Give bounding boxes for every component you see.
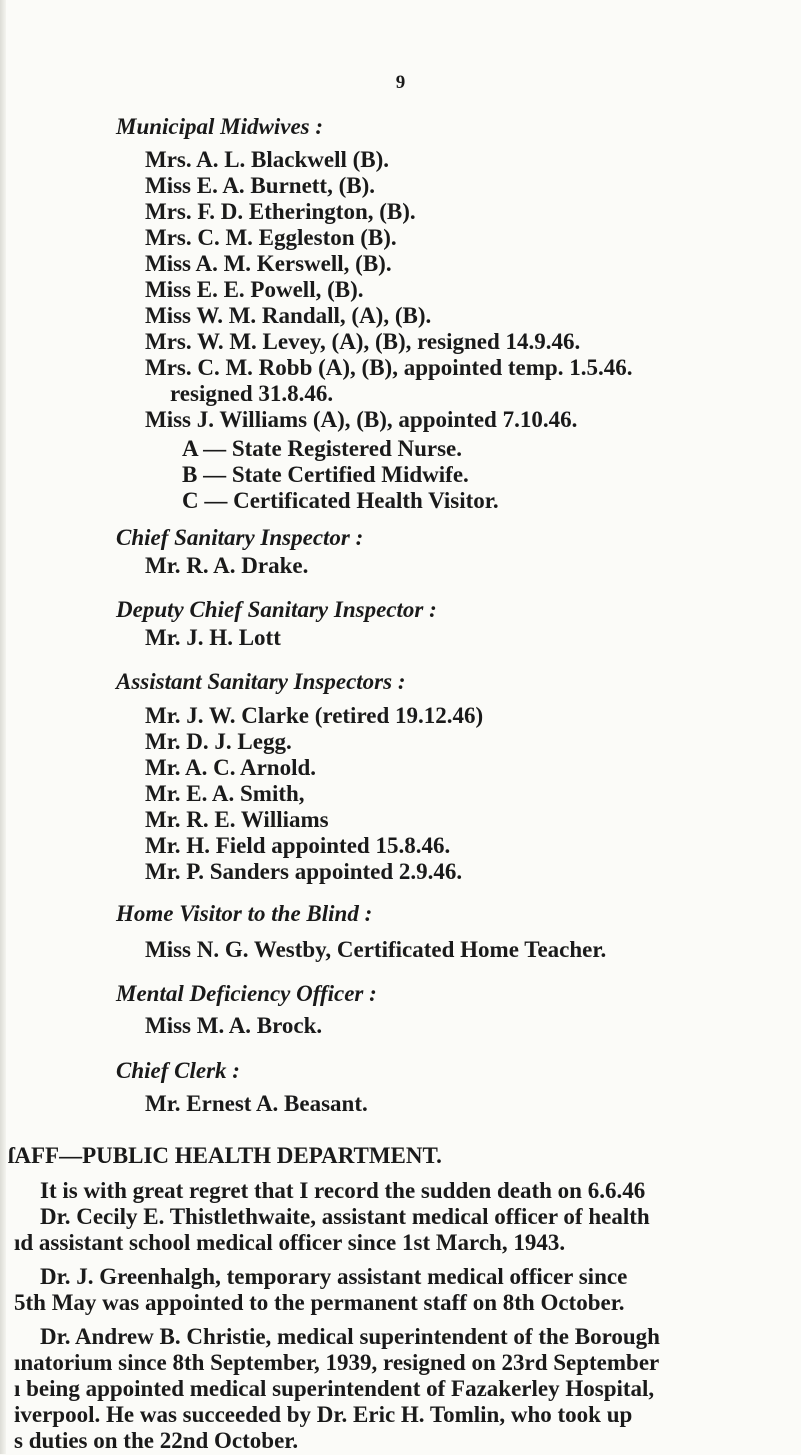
- list-item: Miss E. A. Burnett, (B).: [145, 173, 375, 198]
- paragraph-line: ı being appointed medical superintendent of Fazakerley Hospital,: [14, 1376, 655, 1401]
- list-item: Mr. R. E. Williams: [145, 807, 329, 832]
- paragraph-line: ıd assistant school medical officer since 1st March, 1943.: [14, 1230, 566, 1255]
- list-item: Mrs. F. D. Etherington, (B).: [145, 199, 416, 224]
- section-heading-chief-sanitary: Chief Sanitary Inspector :: [116, 525, 364, 550]
- list-item: Mr. J. H. Lott: [145, 625, 281, 650]
- paragraph-line: ınatorium since 8th September, 1939, resigned on 23rd September: [14, 1350, 660, 1375]
- list-item-continuation: resigned 31.8.46.: [170, 381, 334, 406]
- list-item: Miss N. G. Westby, Certificated Home Teacher.: [145, 937, 607, 962]
- list-item: Miss W. M. Randall, (A), (B).: [145, 303, 432, 328]
- section-heading-chief-clerk: Chief Clerk :: [116, 1058, 240, 1083]
- page-number: 9: [395, 72, 406, 93]
- list-item: Mr. D. J. Legg.: [145, 729, 292, 754]
- list-item: Mr. R. A. Drake.: [145, 553, 309, 578]
- list-item: Mr. J. W. Clarke (retired 19.12.46): [145, 703, 484, 728]
- paragraph-line: It is with great regret that I record the sudden death on 6.6.46: [40, 1178, 646, 1203]
- list-item: Mr. P. Sanders appointed 2.9.46.: [145, 859, 463, 884]
- section-heading-blind-visitor: Home Visitor to the Blind :: [116, 901, 373, 926]
- list-item: Mr. E. A. Smith,: [145, 781, 305, 806]
- list-item: Mrs. C. M. Eggleston (B).: [145, 225, 397, 250]
- list-item: Miss J. Williams (A), (B), appointed 7.10.46.: [145, 407, 578, 432]
- list-item: Miss A. M. Kerswell, (B).: [145, 251, 392, 276]
- section-heading-deputy-sanitary: Deputy Chief Sanitary Inspector :: [116, 597, 437, 622]
- key-item: B — State Certified Midwife.: [182, 462, 469, 487]
- list-item: Mr. Ernest A. Beasant.: [145, 1091, 368, 1116]
- paragraph-line: Dr. Andrew B. Christie, medical superintendent of the Borough: [40, 1324, 660, 1349]
- list-item: Mr. A. C. Arnold.: [145, 755, 317, 780]
- key-item: C — Certificated Health Visitor.: [182, 488, 499, 513]
- list-item: Mrs. C. M. Robb (A), (B), appointed temp. 1.5.46.: [145, 355, 633, 380]
- section-heading-midwives: Municipal Midwives :: [116, 114, 324, 139]
- list-item: Miss M. A. Brock.: [145, 1013, 323, 1038]
- paragraph-line: Dr. Cecily E. Thistlethwaite, assistant medical officer of health: [40, 1204, 650, 1229]
- paragraph-line: 5th May was appointed to the permanent staff on 8th October.: [14, 1290, 625, 1315]
- key-item: A — State Registered Nurse.: [182, 436, 462, 461]
- list-item: Mrs. W. M. Levey, (A), (B), resigned 14.9.46.: [145, 329, 581, 354]
- paragraph-line: Dr. J. Greenhalgh, temporary assistant medical officer since: [40, 1264, 628, 1289]
- list-item: Mrs. A. L. Blackwell (B).: [145, 147, 390, 172]
- section-heading-mental-deficiency: Mental Deficiency Officer :: [116, 981, 377, 1006]
- list-item: Mr. H. Field appointed 15.8.46.: [145, 833, 451, 858]
- section-heading-assistant-sanitary: Assistant Sanitary Inspectors :: [116, 669, 406, 694]
- paragraph-line: iverpool. He was succeeded by Dr. Eric H. Tomlin, who took up: [14, 1402, 633, 1427]
- list-item: Miss E. E. Powell, (B).: [145, 277, 364, 302]
- paragraph-line: s duties on the 22nd October.: [14, 1428, 299, 1453]
- staff-section-title: ſAFF—PUBLIC HEALTH DEPARTMENT.: [8, 1143, 442, 1168]
